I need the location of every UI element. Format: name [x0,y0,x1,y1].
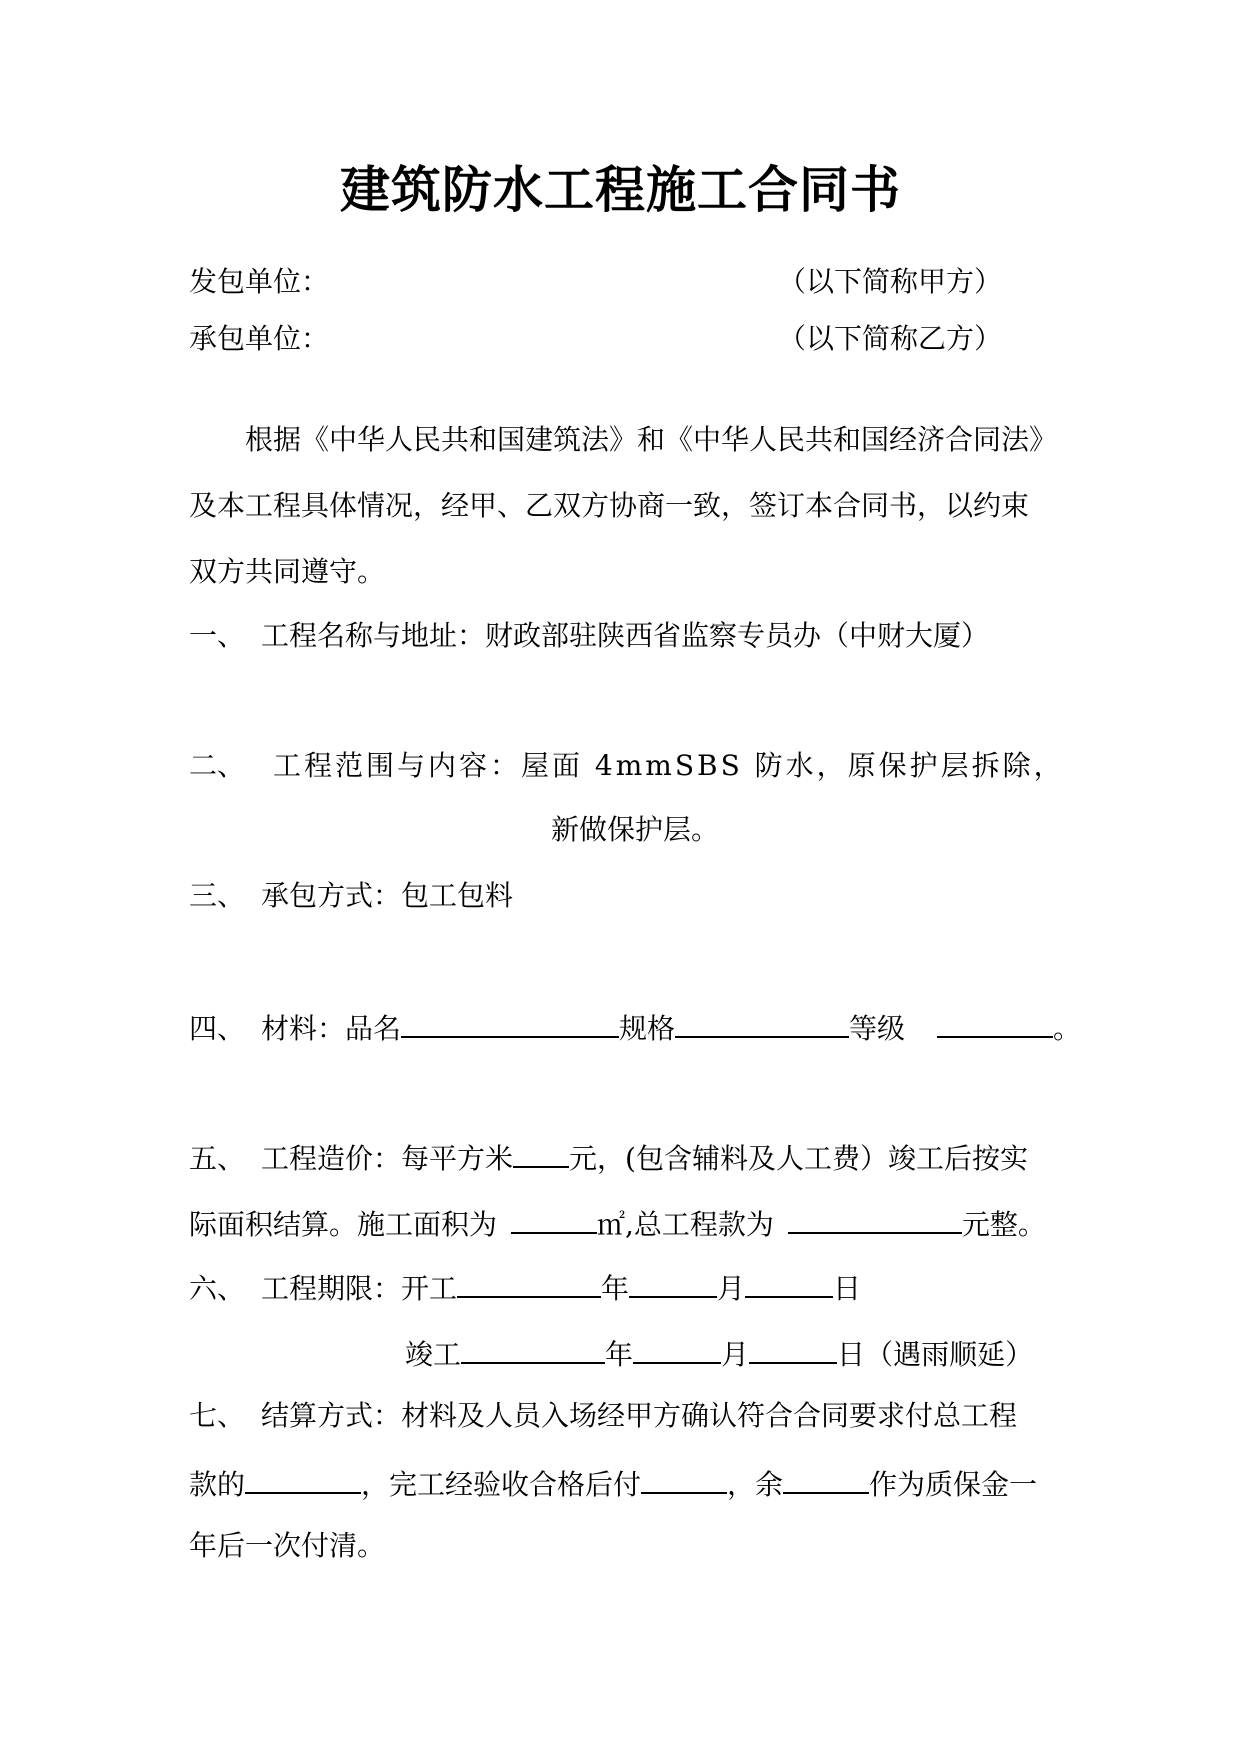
price-label: 工程造价：每平方米 [261,1142,514,1175]
day-label: 日 [837,1338,866,1371]
clause-text: 工程范围与内容：屋面 4mmSBS 防水，原保护层拆除， [273,749,1065,782]
payment-label-3: ，余 [727,1468,784,1501]
clause-number: 七、 [189,1399,246,1432]
payment-label-1: 款的 [189,1468,246,1501]
clause-number: 二、 [189,749,246,782]
start-label: 工程期限：开工 [261,1272,458,1305]
employer-note: （以下简称甲方） [778,265,1003,298]
preamble-line-1: 根据《中华人民共和国建筑法》和《中华人民共和国经济合同法》 [245,423,1058,456]
clause-number: 六、 [189,1272,246,1305]
first-payment-blank[interactable] [245,1462,361,1494]
unit-price-blank[interactable] [513,1136,569,1168]
contractor-note: （以下简称乙方） [778,322,1003,355]
document-title: 建筑防水工程施工合同书 [340,161,901,219]
material-name-label: 材料：品名 [261,1012,402,1045]
clause-7 [189,1396,1017,1436]
clause-text: 承包方式：包工包料 [261,879,514,912]
clause-3 [189,876,513,916]
preamble-line-3: 双方共同遵守。 [189,555,386,588]
retention-blank[interactable] [783,1462,869,1494]
material-grade-label: 等级 [849,1012,906,1045]
payment-label-2: ，完工经验收合格后付 [361,1468,642,1501]
clause-text: 工程名称与地址：财政部驻陕西省监察专员办（中财大厦） [261,619,990,652]
employer-line [189,262,329,302]
price-text: 元，(包含辅料及人工费）竣工后按实 [569,1142,1028,1175]
area-blank[interactable] [511,1202,597,1234]
clause-6 [189,1266,861,1309]
finish-year-blank[interactable] [461,1332,605,1364]
clause-number: 一、 [189,619,246,652]
finish-label: 竣工 [405,1338,462,1371]
clause-7-line-3: 年后一次付清。 [189,1529,386,1562]
total-price-blank[interactable] [788,1202,962,1234]
area-label: 际面积结算。施工面积为 [189,1208,498,1241]
start-month-blank[interactable] [629,1266,717,1298]
second-payment-blank[interactable] [641,1462,727,1494]
start-day-blank[interactable] [745,1266,833,1298]
finish-month-blank[interactable] [633,1332,721,1364]
payment-label-4: 作为质保金一 [869,1468,1038,1501]
contractor-line [189,319,329,359]
contractor-label: 承包单位： [189,322,330,355]
clause-number: 四、 [189,1012,246,1045]
material-name-blank[interactable] [401,1006,619,1038]
material-grade-blank[interactable] [937,1006,1053,1038]
material-spec-label: 规格 [619,1012,676,1045]
finish-day-blank[interactable] [749,1332,837,1364]
clause-7-line-2 [189,1462,1037,1505]
month-label: 月 [721,1338,750,1371]
material-spec-blank[interactable] [675,1006,849,1038]
clause-4 [189,1006,1081,1049]
clause-2 [189,746,1065,786]
rain-note: （遇雨顺延） [865,1338,1034,1371]
start-year-blank[interactable] [457,1266,601,1298]
clause-4-end: 。 [1053,1012,1082,1045]
preamble-line-2: 及本工程具体情况，经甲、乙双方协商一致，签订本合同书，以约束 [189,489,1030,522]
clause-2-continuation: 新做保护层。 [551,813,720,846]
clause-number: 三、 [189,879,246,912]
year-label: 年 [605,1338,634,1371]
year-label: 年 [601,1272,630,1305]
month-label: 月 [717,1272,746,1305]
clause-1 [189,616,989,656]
employer-label: 发包单位： [189,265,330,298]
clause-6-finish [405,1332,1033,1375]
clause-5-line-2 [189,1202,1046,1245]
total-price-end: 元整。 [961,1208,1046,1241]
area-unit: ㎡,总工程款为 [597,1208,774,1241]
day-label: 日 [833,1272,862,1305]
clause-5 [189,1136,1028,1179]
clause-number: 五、 [189,1142,246,1175]
settlement-text: 结算方式：材料及人员入场经甲方确认符合合同要求付总工程 [261,1399,1018,1432]
